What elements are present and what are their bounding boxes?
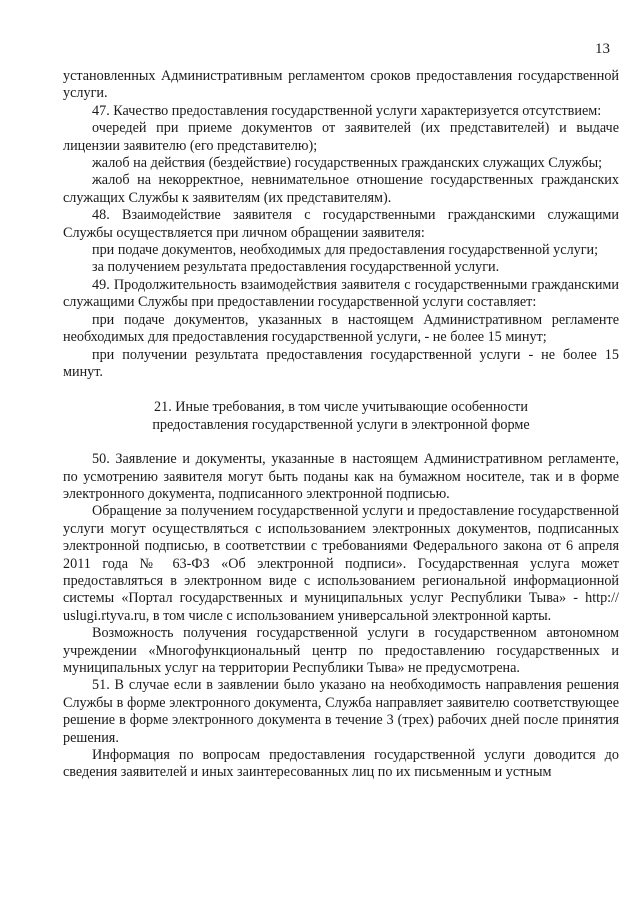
paragraph: при получении результата предоставления государственной услуги - не более 15 минут. <box>63 346 619 380</box>
paragraph: при подаче документов, необходимых для предоставления государственной услуги; <box>92 242 599 259</box>
document-body <box>63 68 619 782</box>
paragraph: Возможность получения государственной услуги в государственном автономном учреждении «Многофункциональный центр по предоставлению государственных и муниципальных услуг на территории Республики Тыва» не предусмотрена. <box>63 625 619 676</box>
paragraph: за получением результата предоставления государственной услуги. <box>92 259 500 276</box>
page-number: 13 <box>595 41 610 57</box>
paragraph-group-bottom <box>63 451 619 782</box>
paragraph: 51. В случае если в заявлении было указано на необходимость направления решения Службы в форме электронного документа, Служба направляет заявителю соответствующее решение в форме электронного документа в течение 3 (трех) рабочих дней после принятия решения. <box>63 677 619 746</box>
section-heading-line-2: предоставления государственной услуги в электронной форме <box>152 416 530 433</box>
paragraph: жалоб на некорректное, невнимательное отношение государственных гражданских служащих Службы к заявителям (их представителям). <box>63 172 619 206</box>
paragraph: Обращение за получением государственной услуги и предоставление государственной услуги могут осуществляться с использованием электронных документов, подписанных электронной подписью, в соответствии с требованиями Федерального закона от 6 апреля 2011 года № 63-ФЗ «Об электронной подписи». Государственная услуга может предоставляться в электронном виде с использованием региональной информационной системы «Портал государственных и муниципальных услуг Республики Тыва» - http:// uslugi.rtyva.ru, в том числе с использованием универсальной электронной карты. <box>63 503 619 624</box>
section-heading <box>63 399 619 434</box>
paragraph: при подаче документов, указанных в настоящем Административном регламенте необходимых для предоставления государственной услуги, - не более 15 минут; <box>63 311 619 346</box>
paragraph: Информация по вопросам предоставления государственной услуги доводится до сведения заявителей и иных заинтересованных лиц по их письменным и устным <box>63 747 619 781</box>
paragraph: 48. Взаимодействие заявителя с государственными гражданскими служащими Службы осуществляется при личном обращении заявителя: <box>63 207 619 241</box>
paragraph: очередей при приеме документов от заявителей (их представителей) и выдаче лицензии заявителю (его представителю); <box>63 120 619 154</box>
section-heading-line-1: 21. Иные требования, в том числе учитывающие особенности <box>154 399 528 416</box>
paragraph-group-top <box>63 68 619 381</box>
paragraph: жалоб на действия (бездействие) государственных гражданских служащих Службы; <box>92 155 603 172</box>
paragraph: 49. Продолжительность взаимодействия заявителя с государственными гражданскими служащими Службы при предоставлении государственной услуги составляет: <box>63 276 619 311</box>
paragraph: установленных Административным регламентом сроков предоставления государственной услуги. <box>63 68 619 102</box>
paragraph: 50. Заявление и документы, указанные в настоящем Административном регламенте, по усмотрению заявителя могут быть поданы как на бумажном носителе, так и в форме электронного документа, подписанного электронной подписью. <box>63 451 619 502</box>
paragraph: 47. Качество предоставления государственной услуги характеризуется отсутствием: <box>92 102 602 119</box>
